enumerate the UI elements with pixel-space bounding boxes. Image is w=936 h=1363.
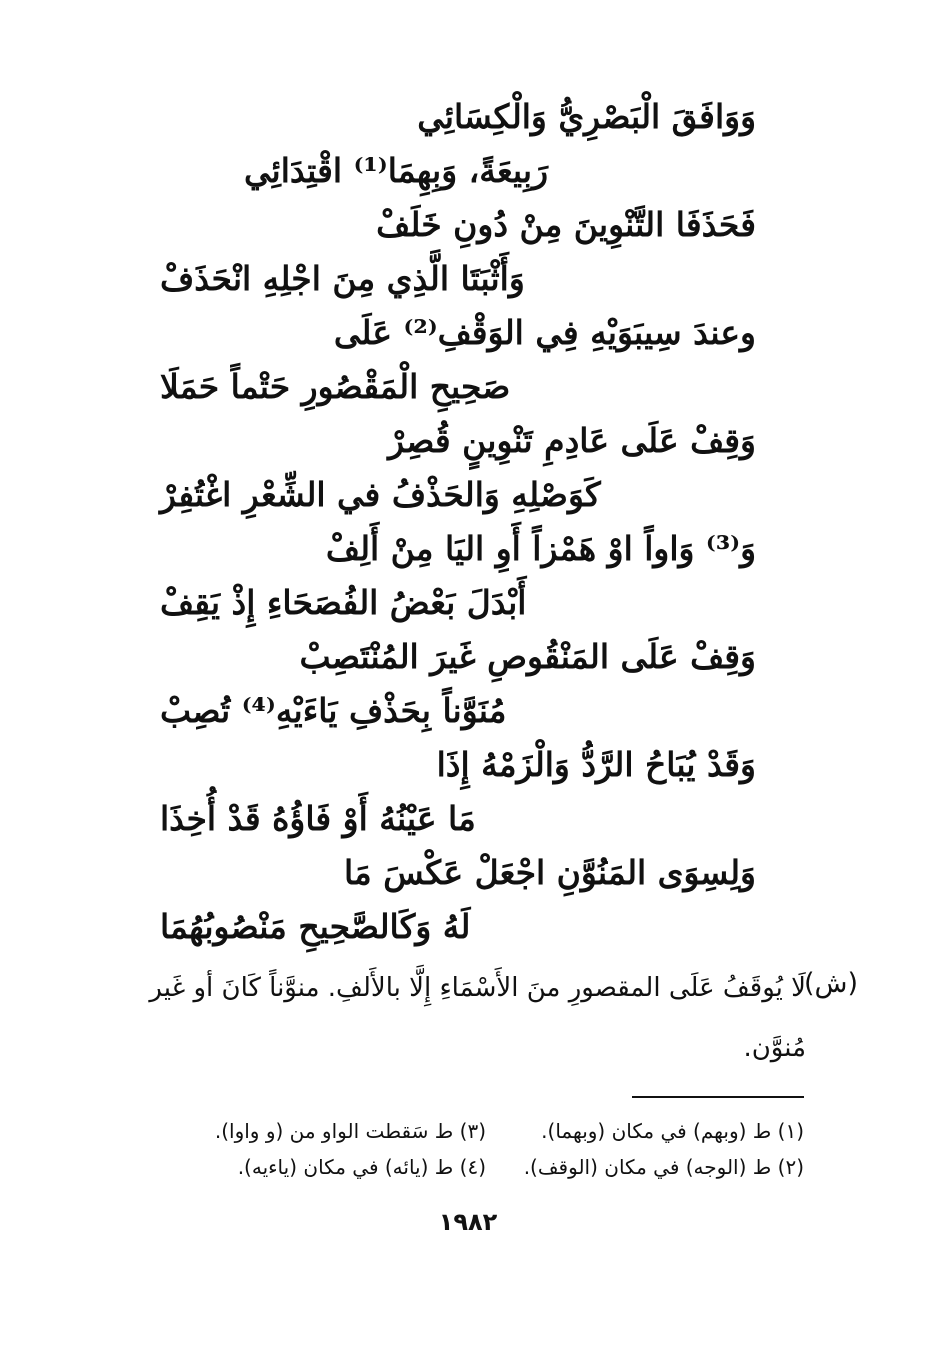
verse-8-first-hemistich: وَلِسِوَى المَنُوَّنِ اجْعَلْ عَكْسَ مَا [343,853,756,892]
verse-6-first-hemistich: وَقِفْ عَلَى المَنْقُوصِ غَيرَ المُنْتَصِبْ [299,637,756,676]
verse-4-second-hemistich: كَوَصْلِهِ وَالحَذْفُ في الشِّعْرِ اغْتُفِرْ [160,475,601,514]
verse-5-first-hemistich: وَ⁽³⁾ وَاواً اوْ هَمْزاً أَوِ اليَا مِنْ أَلِفْ [325,529,756,568]
verse-6-second-hemistich: مُنَوَّناً بِحَذْفِ يَاءَيْهِ⁽⁴⁾ تُصِبْ [160,691,507,730]
footnote-4: (٤) ط (يائه) في مكان (ياءيه). [237,1155,486,1179]
verse-2-second-hemistich: وَأَثْبَتَا الَّذِي مِنَ اجْلِهِ انْحَذَفْ [160,259,525,298]
verse-1-first-hemistich: وَوَافَقَ الْبَصْرِيُّ وَالْكِسَائِي [417,97,756,136]
verse-1-second-hemistich: رَبِيعَةً، وَبِهِمَا⁽¹⁾ اقْتِدَائِي [244,151,548,190]
footnote-2: (٢) ط (الوجه) في مكان (الوقف). [523,1155,804,1179]
verse-8-second-hemistich: لَهُ وَكَالصَّحِيحِ مَنْصُوبُهُمَا [160,907,471,946]
footnote-3: (٣) ط سَقطت الواو من (و واوا). [214,1119,486,1143]
footnote-1: (١) ط (وبهم) في مكان (وبهما). [541,1119,804,1143]
page-number: ١٩٨٢ [438,1208,498,1236]
verse-7-first-hemistich: وَقَدْ يُبَاحُ الرَّدُّ وَالْزَمْهُ إِذَا [436,745,756,784]
verse-5-second-hemistich: أَبْدَلَ بَعْضُ الفُصَحَاءِ إِذْ يَقِفْ [160,583,527,622]
footnote-divider [632,1096,804,1098]
verse-4-first-hemistich: وَقِفْ عَلَى عَادِمِ تَنْوِينٍ قُصِرْ [388,421,756,460]
commentary-label: (ش) [803,968,858,999]
commentary-text: لَا يُوقَفُ عَلَى المقصورِ منَ الأَسْمَاءِ إِلَّا بالأَلفِ. منوَّناً كَانَ أو غَير مُنوَّن. [149,973,806,1063]
verse-3-second-hemistich: صَحِيحِ الْمَقْصُورِ حَتْماً حَمَلَا [160,367,511,406]
verse-7-second-hemistich: مَا عَيْنُهُ أَوْ فَاؤُهُ قَدْ أُخِذَا [160,799,476,838]
verse-3-first-hemistich: وعندَ سِيبَوَيْهِ فِي الوَقْفِ⁽²⁾ عَلَى [333,313,756,352]
verse-2-first-hemistich: فَحَذَفَا التَّنْوِينَ مِنْ دُونِ خَلَفْ [376,205,756,244]
